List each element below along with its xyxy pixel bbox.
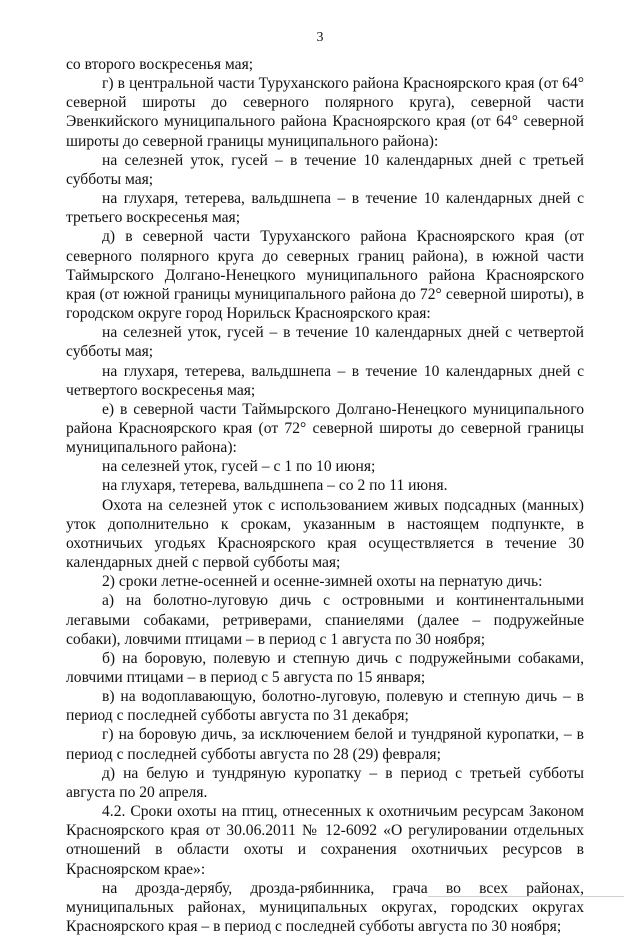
paragraph-e-grouse: на глухаря, тетерева, вальдшнепа – со 2 по 11 июня. <box>102 477 448 495</box>
paragraph-g-ducks-geese: на селезней уток, гусей – в течение 10 календарных дней с третьей субботы мая; <box>66 151 584 188</box>
paragraph-decoy-ducks: Охота на селезней уток с использованием живых подсадных (манных) уток дополнительно к срокам, указанным в настоящем подпункте, в охотничьих угодьях Красноярского края осуществляется в течение 30 календарных дней с первой субботы мая; <box>66 496 584 572</box>
paragraph-item-2g: г) на боровую дичь, за исключением белой и тундряной куропатки, – в период с последней субботы августа по 28 (29) февраля; <box>66 726 584 763</box>
paragraph-item-2d: д) на белую и тундряную куропатку – в период с третьей субботы августа по 20 апреля. <box>66 764 584 801</box>
paragraph-continuation: со второго воскресенья мая; <box>66 56 254 73</box>
paragraph-e-ducks-geese: на селезней уток, гусей – с 1 по 10 июня; <box>102 458 376 476</box>
footer-rule <box>428 896 624 897</box>
paragraph-item-d: д) в северной части Туруханского района Красноярского края (от северного полярного круга до северных границ района), в южной части Таймырского Долгано-Ненецкого муниципального района Красноярского края (от южной границы муниципального района до 72° северной широты), в городском округе город Норильск Красноярского края: <box>66 228 584 323</box>
paragraph-item-2: 2) сроки летне-осенней и осенне-зимней охоты на пернатую дичь: <box>102 573 543 591</box>
paragraph-section-4-2: 4.2. Сроки охоты на птиц, отнесенных к охотничьим ресурсам Законом Красноярского края от 30.06.2011 № 12-6092 «О регулировании отдельных отношений в области охоты и сохранения охотничьих ресурсов в Красноярском крае»: <box>66 803 584 878</box>
paragraph-d-grouse: на глухаря, тетерева, вальдшнепа – в течение 10 календарных дней с четвертого воскресенья мая; <box>66 362 584 399</box>
page-number: 3 <box>316 30 324 45</box>
paragraph-item-2a: а) на болотно-луговую дичь с островными и континентальными легавыми собаками, ретриверами, спаниелями (далее – подружейные собаки), ловчими птицами – в период с 1 августа по 30 ноября; <box>66 592 584 648</box>
paragraph-g-grouse: на глухаря, тетерева, вальдшнепа – в течение 10 календарных дней с третьего воскресенья мая; <box>66 190 584 227</box>
paragraph-thrush-rook: на дрозда-дерябу, дрозда-рябинника, грача во всех районах, муниципальных районах, муниципальных округах, городских округах Красноярского края – в период с последней субботы августа по 30 ноября; <box>66 879 584 936</box>
paragraph-d-ducks-geese: на селезней уток, гусей – в течение 10 календарных дней с четвертой субботы мая; <box>66 324 584 361</box>
paragraph-item-2v: в) на водоплавающую, болотно-луговую, полевую и степную дичь – в период с последней субботы августа по 31 декабря; <box>66 688 584 725</box>
paragraph-item-e: е) в северной части Таймырского Долгано-Ненецкого муниципального района Красноярского края (от 72° северной широты до северной границы муниципального района): <box>66 400 584 457</box>
paragraph-item-2b: б) на боровую, полевую и степную дичь с подружейными собаками, ловчими птицами – в период с 5 августа по 15 января; <box>66 649 584 686</box>
document-body <box>66 55 584 936</box>
paragraph-item-g: г) в центральной части Туруханского района Красноярского края (от 64° северной широты до северного полярного круга), северной части Эвенкийского муниципального района Красноярского края (от 64° северной широты до северной границы муниципального района): <box>66 75 584 150</box>
